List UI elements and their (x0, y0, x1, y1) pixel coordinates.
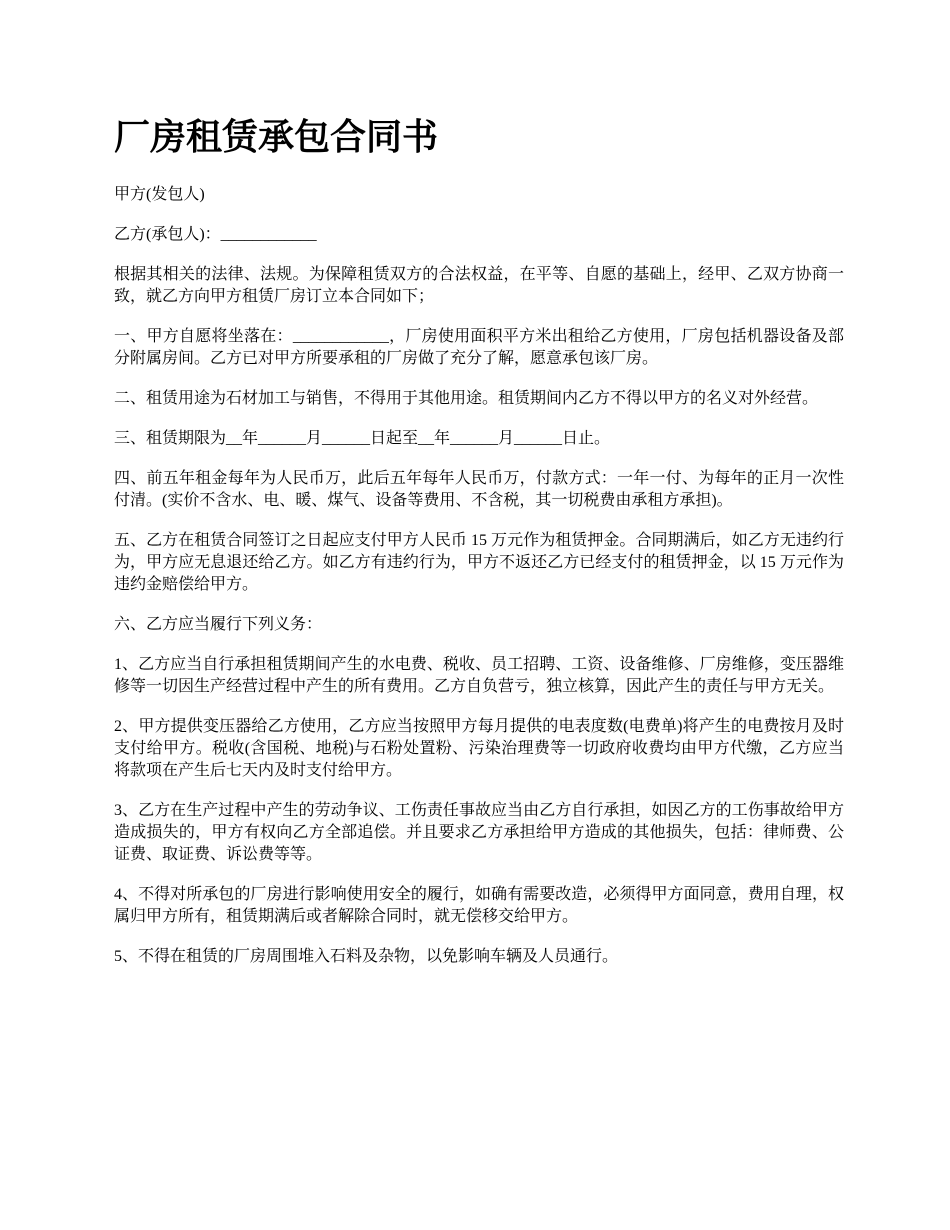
party-b-line: 乙方(承包人)：____________ (114, 226, 317, 243)
clause-6-heading: 六、乙方应当履行下列义务： (114, 616, 323, 633)
party-a-line: 甲方(发包人) (114, 186, 205, 203)
document-title: 厂房租赁承包合同书 (114, 116, 439, 158)
preamble-paragraph: 根据其相关的法律、法规。为保障租赁双方的合法权益，在平等、自愿的基础上，经甲、乙双方协商一致，就乙方向甲方租赁厂房订立本合同如下； (114, 266, 844, 305)
obligation-5: 5、不得在租赁的厂房周围堆入石料及杂物，以免影响车辆及人员通行。 (114, 948, 619, 965)
obligation-4: 4、不得对所承包的厂房进行影响使用安全的履行，如确有需要改造，必须得甲方面同意，费用自理，权属归甲方所有，租赁期满后或者解除合同时，就无偿移交给甲方。 (114, 886, 844, 925)
obligation-3: 3、乙方在生产过程中产生的劳动争议、工伤责任事故应当由乙方自行承担，如因乙方的工伤事故给甲方造成损失的，甲方有权向乙方全部追偿。并且要求乙方承担给甲方造成的其他损失，包括：律师费、公证费、取证费、诉讼费等等。 (114, 802, 844, 863)
obligation-2: 2、甲方提供变压器给乙方使用，乙方应当按照甲方每月提供的电表度数(电费单)将产生的电费按月及时支付给甲方。税收(含国税、地税)与石粉处置粉、污染治理费等一切政府收费均由甲方代缴，乙方应当将款项在产生后七天内及时支付给甲方。 (114, 718, 844, 779)
obligation-1: 1、乙方应当自行承担租赁期间产生的水电费、税收、员工招聘、工资、设备维修、厂房维修，变压器维修等一切因生产经营过程中产生的所有费用。乙方自负营亏，独立核算，因此产生的责任与甲方无关。 (114, 656, 844, 695)
clause-5: 五、乙方在租赁合同签订之日起应支付甲方人民币 15 万元作为租赁押金。合同期满后，如乙方无违约行为，甲方应无息退还给乙方。如乙方有违约行为，甲方不返还乙方已经支付的租赁押金，以 15 万元作为违约金赔偿给甲方。 (114, 532, 844, 593)
clause-4: 四、前五年租金每年为人民币万，此后五年每年人民币万，付款方式：一年一付、为每年的正月一次性付清。(实价不含水、电、暖、煤气、设备等费用、不含税，其一切税费由承租方承担)。 (114, 470, 844, 509)
clause-3: 三、租赁期限为__年______月______日起至__年______月______日止。 (114, 430, 611, 447)
clause-1: 一、甲方自愿将坐落在：____________，厂房使用面积平方米出租给乙方使用，厂房包括机器设备及部分附属房间。乙方已对甲方所要承租的厂房做了充分了解，愿意承包该厂房。 (114, 328, 844, 367)
document-page (114, 112, 844, 986)
clause-2: 二、租赁用途为石材加工与销售，不得用于其他用途。租赁期间内乙方不得以甲方的名义对外经营。 (114, 390, 819, 407)
